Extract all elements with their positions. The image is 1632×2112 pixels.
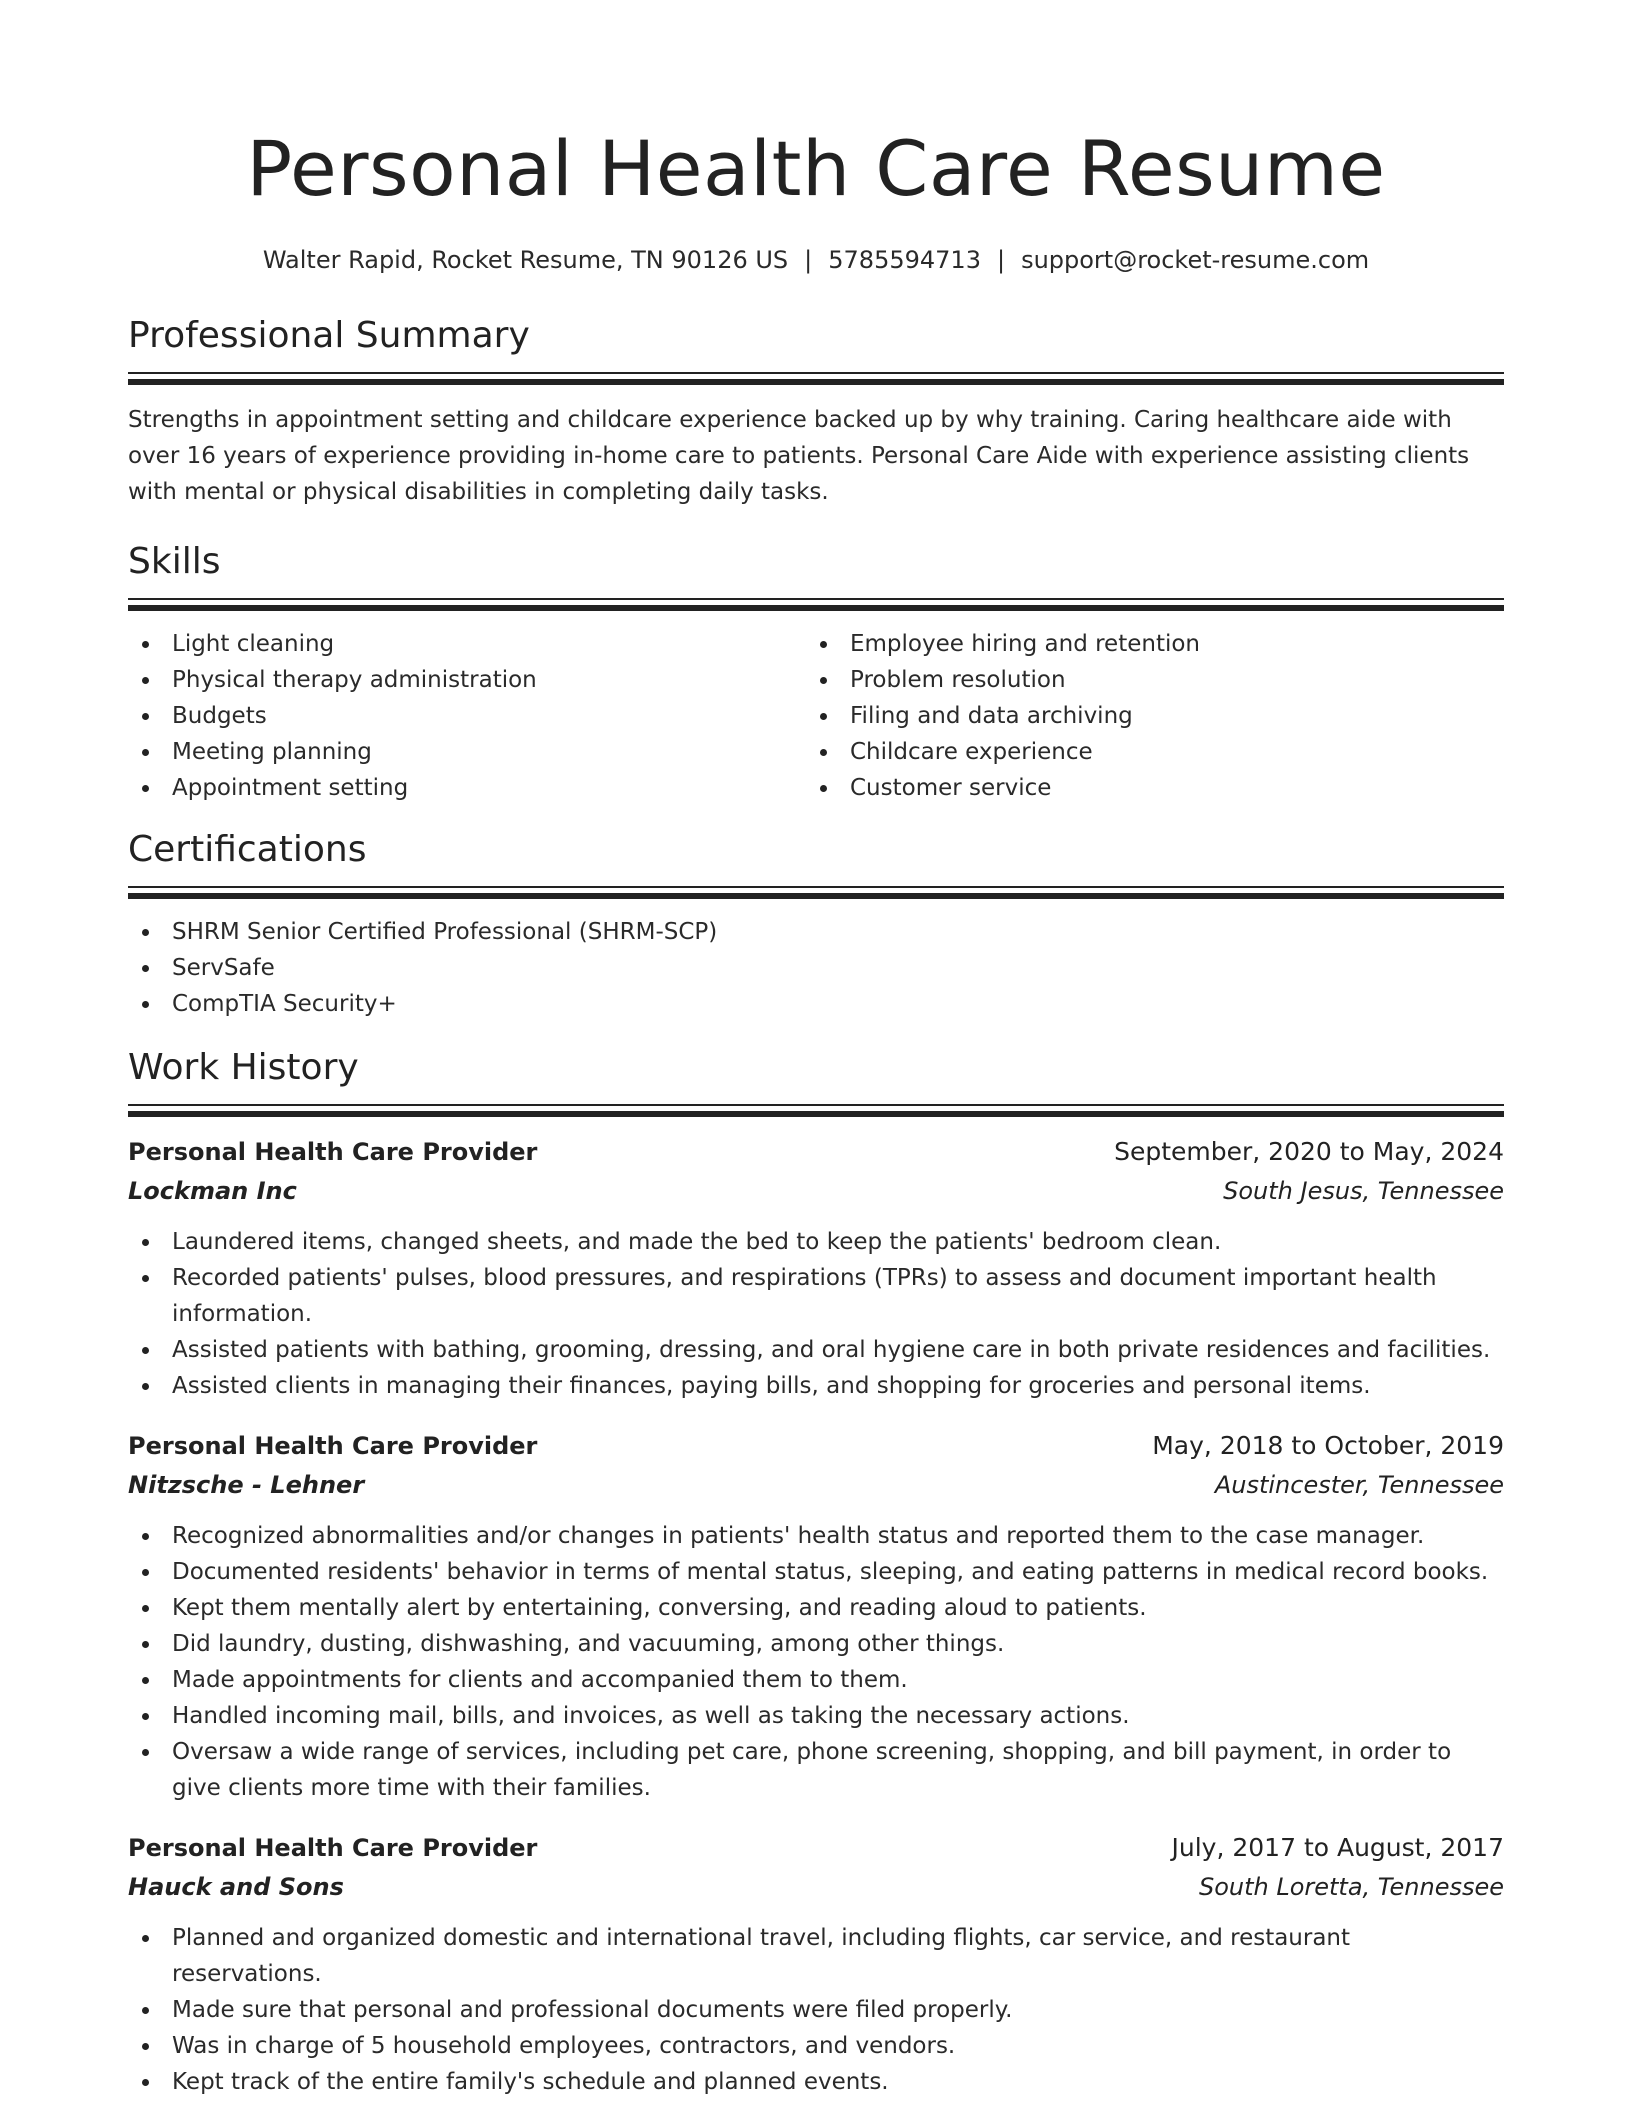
skills-right-list: [806, 626, 1484, 806]
skill-item: Employee hiring and retention: [806, 626, 1484, 662]
job-bullet: Assisted patients with bathing, grooming, dressing, and oral hygiene care in both private residences and facilities.: [128, 1332, 1504, 1368]
job-dates: July, 2017 to August, 2017: [1171, 1833, 1504, 1862]
summary-section: [128, 310, 1504, 510]
job-subheader: [128, 1172, 1504, 1210]
skill-item: Budgets: [128, 698, 806, 734]
skill-item: Customer service: [806, 770, 1484, 806]
certification-item: SHRM Senior Certified Professional (SHRM-SCP): [128, 914, 1504, 950]
job-title: Personal Health Care Provider: [128, 1432, 538, 1460]
certification-item: CompTIA Security+: [128, 986, 1504, 1022]
job-header: [128, 1426, 1504, 1466]
job-bullet: Documented residents' behavior in terms of mental status, sleeping, and eating patterns in medical record books.: [128, 1554, 1504, 1590]
skill-item: Appointment setting: [128, 770, 806, 806]
contact-address: Walter Rapid, Rocket Resume, TN 90126 US: [262, 246, 789, 274]
job-entry: [128, 1426, 1504, 1806]
job-entry: [128, 1828, 1504, 2100]
job-title: Personal Health Care Provider: [128, 1834, 538, 1862]
resume-page: [128, 0, 1504, 2100]
job-bullet: Did laundry, dusting, dishwashing, and vacuuming, among other things.: [128, 1626, 1504, 1662]
contact-phone: 5785594713: [828, 246, 981, 274]
job-bullets: [128, 1224, 1504, 1404]
certifications-heading: Certifications: [128, 829, 367, 870]
skill-item: Childcare experience: [806, 734, 1484, 770]
skills-grid: [128, 626, 1504, 806]
job-entry: [128, 1132, 1504, 1404]
job-subheader: [128, 1868, 1504, 1906]
section-divider: [128, 886, 1504, 900]
job-subheader: [128, 1466, 1504, 1504]
skill-item: Light cleaning: [128, 626, 806, 662]
job-bullet: Recorded patients' pulses, blood pressures, and respirations (TPRs) to assess and document important health information.: [128, 1260, 1504, 1332]
skills-left-list: [128, 626, 806, 806]
work-history-section: [128, 1042, 1504, 2100]
work-history-heading: Work History: [128, 1047, 359, 1088]
contact-separator: |: [996, 246, 1006, 274]
job-header: [128, 1828, 1504, 1868]
job-bullet: Recognized abnormalities and/or changes in patients' health status and reported them to the case manager.: [128, 1518, 1504, 1554]
job-bullet: Handled incoming mail, bills, and invoices, as well as taking the necessary actions.: [128, 1698, 1504, 1734]
job-bullet: Made appointments for clients and accompanied them to them.: [128, 1662, 1504, 1698]
certifications-list: [128, 914, 1504, 1022]
job-bullet: Made sure that personal and professional documents were filed properly.: [128, 1992, 1504, 2028]
job-company: Nitzsche - Lehner: [128, 1471, 365, 1499]
job-company: Hauck and Sons: [128, 1873, 344, 1901]
summary-text: Strengths in appointment setting and childcare experience backed up by why training. Caring healthcare aide with over 16 years of experience providing in-home care to patients. Personal Care Aide with experience assisting clients with mental or physical disabilities in completing daily tasks.: [128, 407, 1470, 505]
certification-item: ServSafe: [128, 950, 1504, 986]
job-bullet: Kept them mentally alert by entertaining, conversing, and reading aloud to patients.: [128, 1590, 1504, 1626]
contact-email[interactable]: support@rocket-resume.com: [1021, 246, 1370, 274]
skill-item: Filing and data archiving: [806, 698, 1484, 734]
job-bullets: [128, 1920, 1504, 2100]
job-bullet: Planned and organized domestic and international travel, including flights, car service, and restaurant reservations.: [128, 1920, 1504, 1992]
job-company: Lockman Inc: [128, 1177, 297, 1205]
skills-section: [128, 536, 1504, 806]
job-dates: September, 2020 to May, 2024: [1114, 1137, 1504, 1166]
skill-item: Meeting planning: [128, 734, 806, 770]
certifications-section: [128, 824, 1504, 1022]
section-divider: [128, 598, 1504, 612]
job-bullet: Laundered items, changed sheets, and made the bed to keep the patients' bedroom clean.: [128, 1224, 1504, 1260]
job-bullets: [128, 1518, 1504, 1806]
section-divider: [128, 1104, 1504, 1118]
section-divider: [128, 372, 1504, 386]
job-bullet: Was in charge of 5 household employees, contractors, and vendors.: [128, 2028, 1504, 2064]
job-bullet: Kept track of the entire family's schedule and planned events.: [128, 2064, 1504, 2100]
summary-heading: Professional Summary: [128, 315, 530, 356]
job-header: [128, 1132, 1504, 1172]
job-bullet: Oversaw a wide range of services, including pet care, phone screening, shopping, and bill payment, in order to give clients more time with their families.: [128, 1734, 1504, 1806]
contact-line: [128, 242, 1504, 278]
resume-title: Personal Health Care Resume: [246, 124, 1386, 213]
job-title: Personal Health Care Provider: [128, 1138, 538, 1166]
job-location: Austincester, Tennessee: [1214, 1471, 1504, 1499]
job-bullet: Assisted clients in managing their finances, paying bills, and shopping for groceries and personal items.: [128, 1368, 1504, 1404]
skill-item: Physical therapy administration: [128, 662, 806, 698]
contact-separator: |: [804, 246, 813, 274]
job-dates: May, 2018 to October, 2019: [1152, 1431, 1504, 1460]
skills-heading: Skills: [128, 541, 221, 582]
skill-item: Problem resolution: [806, 662, 1484, 698]
job-location: South Jesus, Tennessee: [1223, 1177, 1504, 1205]
job-location: South Loretta, Tennessee: [1198, 1873, 1504, 1901]
